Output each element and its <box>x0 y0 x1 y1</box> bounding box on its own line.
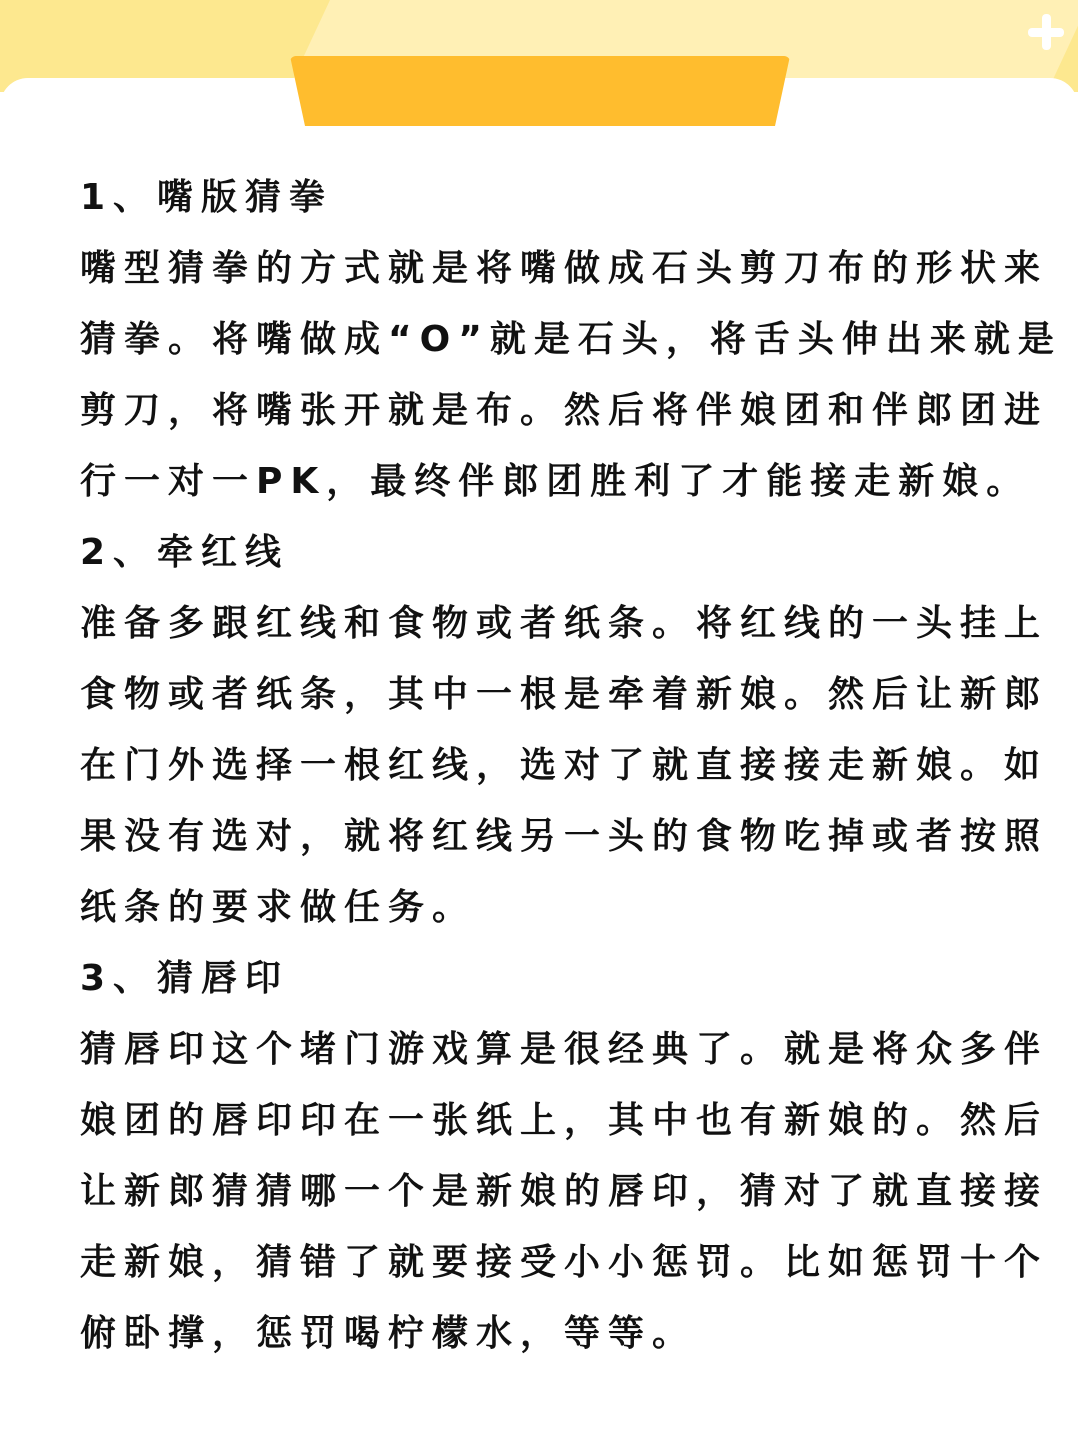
section-1 <box>80 162 1065 517</box>
plus-icon[interactable] <box>1024 10 1068 54</box>
section-heading: 3、猜唇印 <box>80 958 290 999</box>
title-tab <box>290 56 790 126</box>
section-body: 猜唇印这个堵门游戏算是很经典了。就是将众多伴娘团的唇印印在一张纸上，其中也有新娘的。然后让新郎猜猜哪一个是新娘的唇印，猜对了就直接接走新娘，猜错了就要接受小小惩罚。比如惩罚十个俯卧撑，惩罚喝柠檬水，等等。 <box>80 1029 1049 1354</box>
section-body: 嘴型猜拳的方式就是将嘴做成石头剪刀布的形状来猜拳。将嘴做成“O”就是石头，将舌头伸出来就是剪刀，将嘴张开就是布。然后将伴娘团和伴郎团进行一对一PK，最终伴郎团胜利了才能接走新娘。 <box>80 248 1062 502</box>
section-body: 准备多跟红线和食物或者纸条。将红线的一头挂上食物或者纸条，其中一根是牵着新娘。然后让新郎在门外选择一根红线，选对了就直接接走新娘。如果没有选对，就将红线另一头的食物吃掉或者按照纸条的要求做任务。 <box>80 603 1049 928</box>
section-2 <box>80 517 1065 943</box>
section-heading: 2、牵红线 <box>80 532 290 573</box>
article-content <box>80 162 1065 1369</box>
section-3 <box>80 943 1065 1369</box>
section-heading: 1、嘴版猜拳 <box>80 177 334 218</box>
